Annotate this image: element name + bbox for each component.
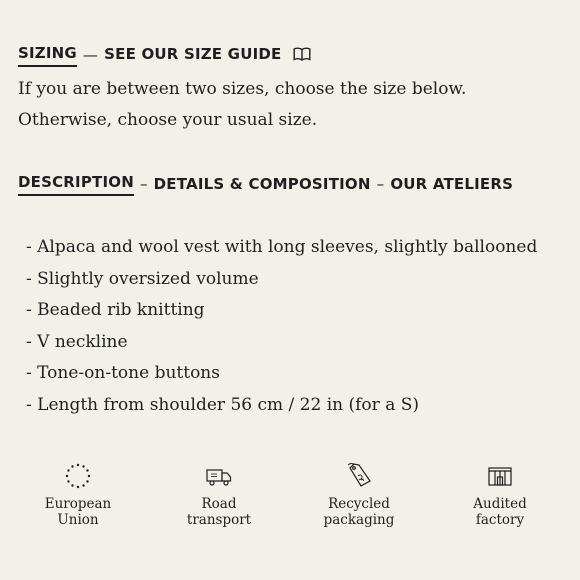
sizing-advice-line2: Otherwise, choose your usual size. [18,110,318,130]
badge-label-line1: Audited [473,496,527,512]
tab-our-ateliers[interactable]: OUR ATELIERS [390,174,514,193]
book-icon [293,47,311,65]
badge-recycled-packaging [299,462,419,528]
eu-stars-icon [64,462,92,490]
sizing-advice [18,74,466,136]
sizing-heading [18,44,311,65]
size-guide-label: SEE OUR SIZE GUIDE [104,44,282,63]
tab-details-composition[interactable]: DETAILS & COMPOSITION [153,174,371,193]
tab-separator-2: – [376,174,385,193]
list-item: - Beaded rib knitting [26,295,537,327]
sizing-advice-line1: If you are between two sizes, choose the size below. [18,79,467,99]
badge-audited-factory [440,462,560,528]
list-item: - Slightly oversized volume [26,264,537,296]
truck-icon [205,462,233,490]
list-item: - Length from shoulder 56 cm / 22 in (for a S) [26,390,537,422]
badge-label-line2: factory [475,512,525,528]
list-item: - Tone-on-tone buttons [26,358,537,390]
sizing-separator: — [82,45,99,64]
badge-road-transport [159,462,279,528]
list-item: - Alpaca and wool vest with long sleeves, slightly ballooned [26,232,537,264]
size-guide-link[interactable] [104,45,311,65]
badge-label-line1: Road [201,496,237,512]
badge-label-line2: transport [186,512,252,528]
badge-label-line1: Recycled [328,496,390,512]
tab-separator-1: – [139,174,148,193]
badge-label-line2: packaging [323,512,395,528]
badge-label-line1: European [44,496,112,512]
factory-icon [486,462,514,490]
description-tabs [18,173,513,194]
badge-label-line2: Union [57,512,99,528]
list-item: - V neckline [26,327,537,359]
sizing-title: SIZING [18,44,77,65]
recycled-tag-icon [345,462,373,490]
tab-description[interactable]: DESCRIPTION [18,173,134,194]
badge-european-union [18,462,138,528]
sustainability-badges [0,462,580,542]
description-list [26,232,537,422]
